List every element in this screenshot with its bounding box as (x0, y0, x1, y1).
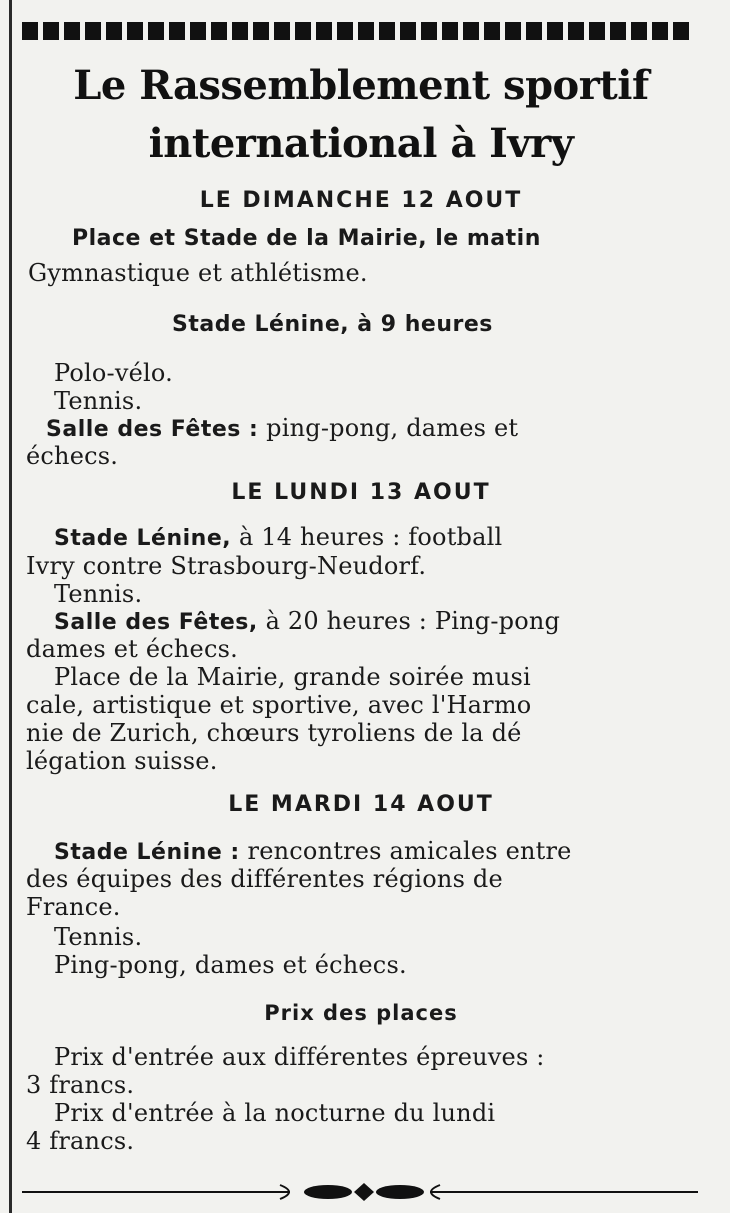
monday-line-1-text: à 14 heures : football (231, 523, 503, 551)
prices-heading: Prix des places (264, 1001, 458, 1025)
monday-line-1 (54, 522, 502, 554)
tuesday-line-3: France. (26, 893, 121, 921)
bottom-ornament-rule (22, 1180, 698, 1204)
monday-line-4-venue: Salle des Fêtes, (54, 610, 258, 635)
monday-heading: LE LUNDI 13 AOUT (231, 480, 491, 505)
sunday-line-6-text: ping-pong, dames et (258, 414, 519, 442)
monday-line-8: nie de Zurich, chœurs tyroliens de la dé (26, 719, 522, 747)
monday-line-3: Tennis. (54, 580, 143, 608)
tuesday-line-5: Ping-pong, dames et échecs. (54, 951, 407, 979)
sunday-line-2: Gymnastique et athlétisme. (28, 259, 368, 287)
monday-line-2: Ivry contre Strasbourg-Neudorf. (26, 552, 427, 580)
prices-line-1: Prix d'entrée aux différentes épreuves : (54, 1043, 545, 1071)
monday-line-1-venue: Stade Lénine, (54, 526, 232, 551)
monday-line-9: légation suisse. (26, 747, 218, 775)
sunday-heading: LE DIMANCHE 12 AOUT (199, 188, 523, 213)
sunday-line-7: échecs. (26, 442, 119, 470)
sunday-line-3: Stade Lénine, à 9 heures (172, 312, 493, 337)
monday-line-7: cale, artistique et sportive, avec l'Harmo (26, 691, 532, 719)
tuesday-heading: LE MARDI 14 AOUT (228, 792, 494, 817)
sunday-line-6-venue: Salle des Fêtes : (46, 417, 259, 442)
monday-line-6: Place de la Mairie, grande soirée musi (54, 663, 531, 691)
tuesday-line-2: des équipes des différentes régions de (26, 865, 503, 893)
sunday-line-5: Tennis. (54, 387, 143, 415)
prices-line-2: 3 francs. (26, 1071, 135, 1099)
sunday-line-1: Place et Stade de la Mairie, le matin (72, 226, 541, 251)
monday-line-5: dames et échecs. (26, 635, 238, 663)
tuesday-line-4: Tennis. (54, 923, 143, 951)
sunday-line-4: Polo-vélo. (54, 359, 173, 387)
tuesday-line-1-venue: Stade Lénine : (54, 840, 240, 865)
monday-line-4-text: à 20 heures : Ping-pong (257, 607, 561, 635)
top-dashed-border (22, 22, 694, 40)
prices-line-3: Prix d'entrée à la nocturne du lundi (54, 1099, 496, 1127)
left-column-rule (9, 0, 12, 1213)
article-title-line-2: international à Ivry (148, 120, 574, 167)
article-title-line-1: Le Rassemblement sportif (73, 62, 649, 109)
prices-line-4: 4 francs. (26, 1127, 135, 1155)
tuesday-line-1-text: rencontres amicales entre (239, 837, 572, 865)
